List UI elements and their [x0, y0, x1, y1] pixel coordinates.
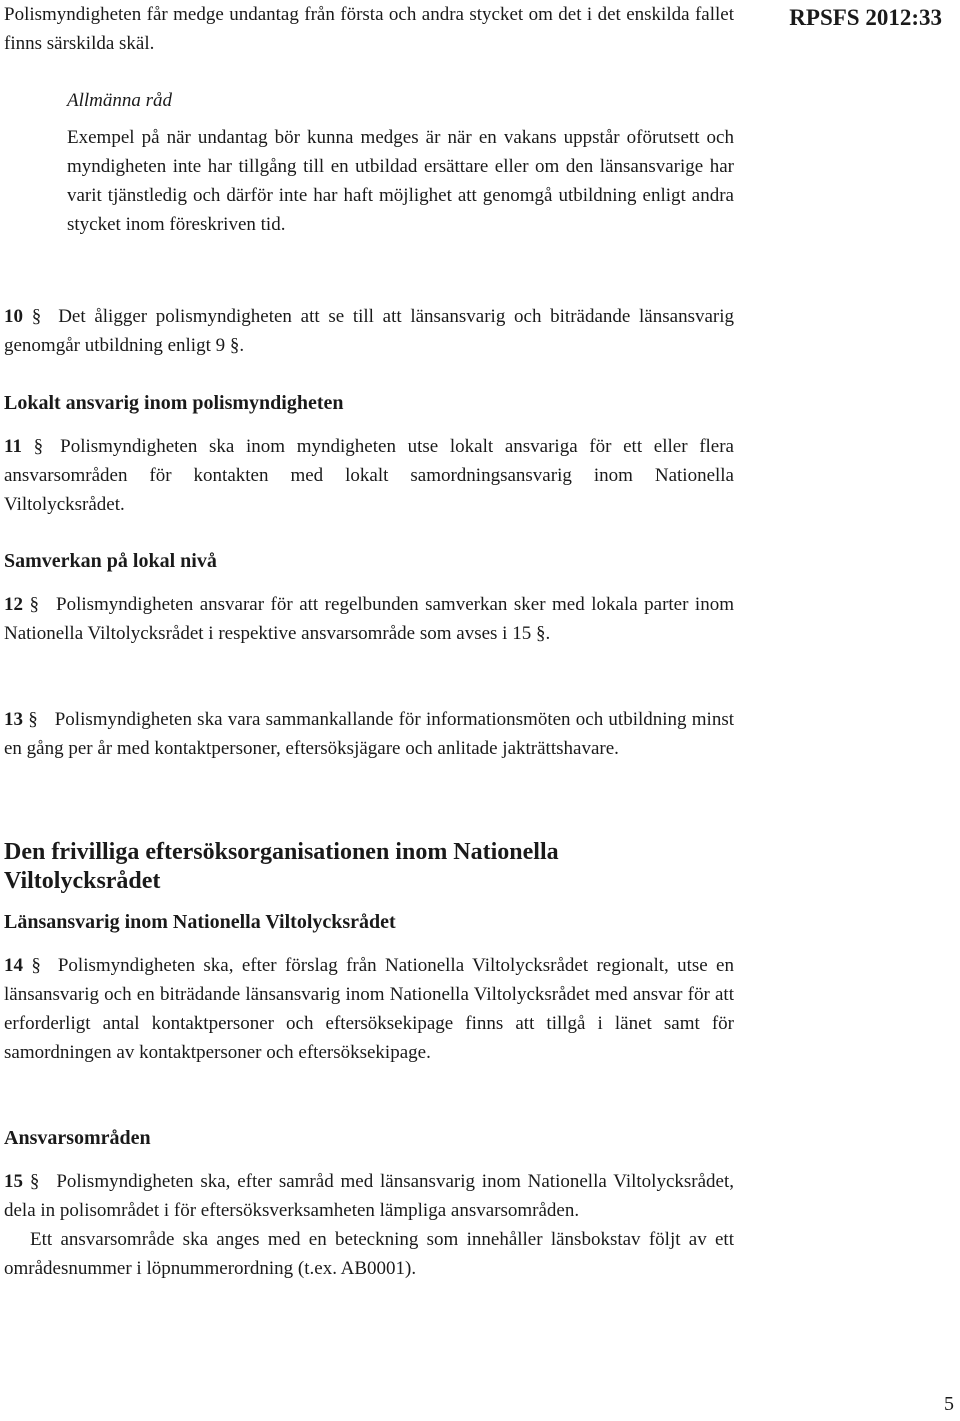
section-sign: § — [29, 1171, 40, 1192]
section-text: Det åligger polismyndigheten att se till att länsansvarig och biträdande länsansvarig genomgår utbildning enligt 9 §. — [4, 306, 735, 356]
section-text: Polismyndigheten ska vara sammankallande för informationsmöten och utbildning minst en gång per år med kontaktpersoner, eftersöksjägare och anlitade jakträttshavare. — [4, 709, 735, 759]
heading-county-responsible: Länsansvarig inom Nationella Viltolycksrådet — [4, 911, 396, 933]
heading-volunteer-organisation: Den frivilliga eftersöksorganisationen inom Nationella Viltolycksrådet — [4, 839, 559, 894]
section-14 — [4, 951, 734, 1067]
section-number: 14 — [4, 955, 23, 976]
section-10 — [4, 302, 734, 360]
intro-paragraph — [4, 0, 734, 58]
document-id: RPSFS 2012:33 — [789, 5, 942, 30]
section-number: 15 — [4, 1171, 23, 1192]
section-text: Polismyndigheten ska inom myndigheten utse lokalt ansvariga för ett eller flera ansvarsområden för kontakten med lokalt samordningsansvarig inom Nationella Viltolycksrådet. — [4, 436, 734, 515]
section-15 — [4, 1167, 734, 1283]
section-sign: § — [28, 709, 38, 730]
heading-responsibility-areas: Ansvarsområden — [4, 1127, 151, 1149]
section-13 — [4, 705, 734, 763]
section-text: Polismyndigheten ska, efter samråd med länsansvarig inom Nationella Viltolycksrådet, dela in polisområdet i för eftersöksverksamheten lämpliga ansvarsområden. — [4, 1171, 734, 1221]
advice-label: Allmänna råd — [67, 90, 173, 111]
section-sign: § — [33, 436, 44, 457]
heading-local-cooperation: Samverkan på lokal nivå — [4, 550, 217, 572]
section-text: Polismyndigheten ansvarar för att regelbunden samverkan sker med lokala parter inom Nationella Viltolycksrådet i respektive ansvarsområde som avses i 15 §. — [4, 594, 734, 644]
section-number: 11 — [4, 436, 22, 457]
section-12 — [4, 590, 734, 648]
intro-text: Polismyndigheten får medge undantag från första och andra stycket om det i det enskilda fallet finns särskilda skäl. — [4, 4, 734, 54]
heading-local-responsible: Lokalt ansvarig inom polismyndigheten — [4, 392, 344, 414]
section-text: Polismyndigheten ska, efter förslag från Nationella Viltolycksrådet regionalt, utse en länsansvarig och en biträdande länsansvarig inom Nationella Viltolycksrådet med ansvar för att erforderligt antal kontaktpersoner och eftersöksekipage finns att tillgå i länet samt för samordningen av kontaktpersoner och eftersöksekipage. — [4, 955, 734, 1063]
section-sign: § — [31, 955, 41, 976]
page-number: 5 — [944, 1393, 954, 1415]
section-number: 12 — [4, 594, 23, 615]
advice-text: Exempel på när undantag bör kunna medges är när en vakans uppstår oförutsett och myndigheten inte har tillgång till en utbildad ersättare eller om den länsansvarige har varit tjänstledig och därför inte har haft möjlighet att genomgå utbildning enligt andra stycket inom föreskriven tid. — [67, 127, 734, 235]
section-11 — [4, 432, 734, 519]
general-advice — [67, 86, 734, 239]
section-number: 10 — [4, 306, 23, 327]
section-sign: § — [31, 306, 42, 327]
section-number: 13 — [4, 709, 23, 730]
section-sign: § — [29, 594, 39, 615]
section-text-second-paragraph: Ett ansvarsområde ska anges med en beteckning som innehåller länsbokstav följt av ett områdesnummer i löpnummerordning (t.ex. AB0001). — [4, 1229, 734, 1279]
